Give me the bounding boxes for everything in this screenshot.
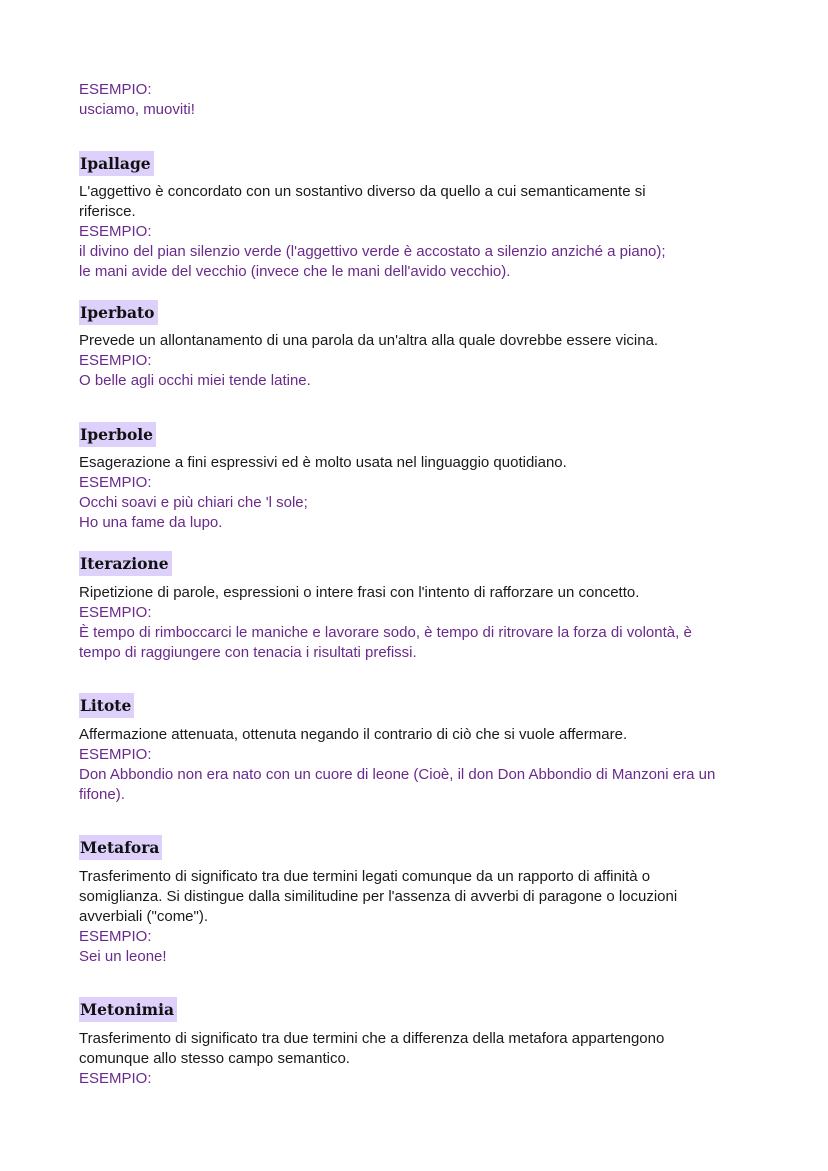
example-text: Ho una fame da lupo. (79, 514, 223, 531)
example-label: ESEMPIO: (79, 352, 152, 369)
definition-line: Esagerazione a fini espressivi ed è molto usata nel linguaggio quotidiano. (79, 454, 567, 471)
example-text: Sei un leone! (79, 948, 167, 965)
definition-line: Ripetizione di parole, espressioni o intere frasi con l'intento di rafforzare un concetto. (79, 584, 640, 601)
definition-line: L'aggettivo è concordato con un sostantivo diverso da quello a cui semanticamente si (79, 183, 646, 200)
example-label: ESEMPIO: (79, 474, 152, 491)
definition-line: Trasferimento di significato tra due termini che a differenza della metafora appartengono (79, 1030, 665, 1047)
example-text: fifone). (79, 786, 125, 803)
example-text: tempo di raggiungere con tenacia i risultati prefissi. (79, 644, 417, 661)
definition-line: riferisce. (79, 203, 136, 220)
section-title: Metonimia (79, 997, 177, 1022)
example-label: ESEMPIO: (79, 223, 152, 240)
example-label: ESEMPIO: (79, 746, 152, 763)
section-title: Iperbato (79, 300, 158, 325)
definition-line: avverbiali ("come"). (79, 908, 209, 925)
example-text: il divino del pian silenzio verde (l'aggettivo verde è accostato a silenzio anziché a piano); (79, 243, 666, 260)
example-label: ESEMPIO: (79, 1070, 152, 1087)
section-title: Metafora (79, 835, 162, 860)
example-text: le mani avide del vecchio (invece che le mani dell'avido vecchio). (79, 263, 511, 280)
example-text: usciamo, muoviti! (79, 101, 195, 118)
example-label: ESEMPIO: (79, 928, 152, 945)
section-title: Iperbole (79, 422, 156, 447)
example-text: È tempo di rimboccarci le maniche e lavorare sodo, è tempo di ritrovare la forza di volontà, è (79, 624, 692, 641)
definition-line: comunque allo stesso campo semantico. (79, 1050, 350, 1067)
example-text: Don Abbondio non era nato con un cuore di leone (Cioè, il don Don Abbondio di Manzoni era un (79, 766, 716, 783)
example-text: Occhi soavi e più chiari che 'l sole; (79, 494, 308, 511)
definition-line: Affermazione attenuata, ottenuta negando il contrario di ciò che si vuole affermare. (79, 726, 628, 743)
section-title: Iterazione (79, 551, 172, 576)
definition-line: Trasferimento di significato tra due termini legati comunque da un rapporto di affinità o (79, 868, 651, 885)
example-label: ESEMPIO: (79, 604, 152, 621)
definition-line: Prevede un allontanamento di una parola da un'altra alla quale dovrebbe essere vicina. (79, 332, 659, 349)
example-label: ESEMPIO: (79, 81, 152, 98)
example-text: O belle agli occhi miei tende latine. (79, 372, 311, 389)
section-title: Ipallage (79, 151, 154, 176)
definition-line: somiglianza. Si distingue dalla similitudine per l'assenza di avverbi di paragone o locuzioni (79, 888, 678, 905)
section-title: Litote (79, 693, 134, 718)
